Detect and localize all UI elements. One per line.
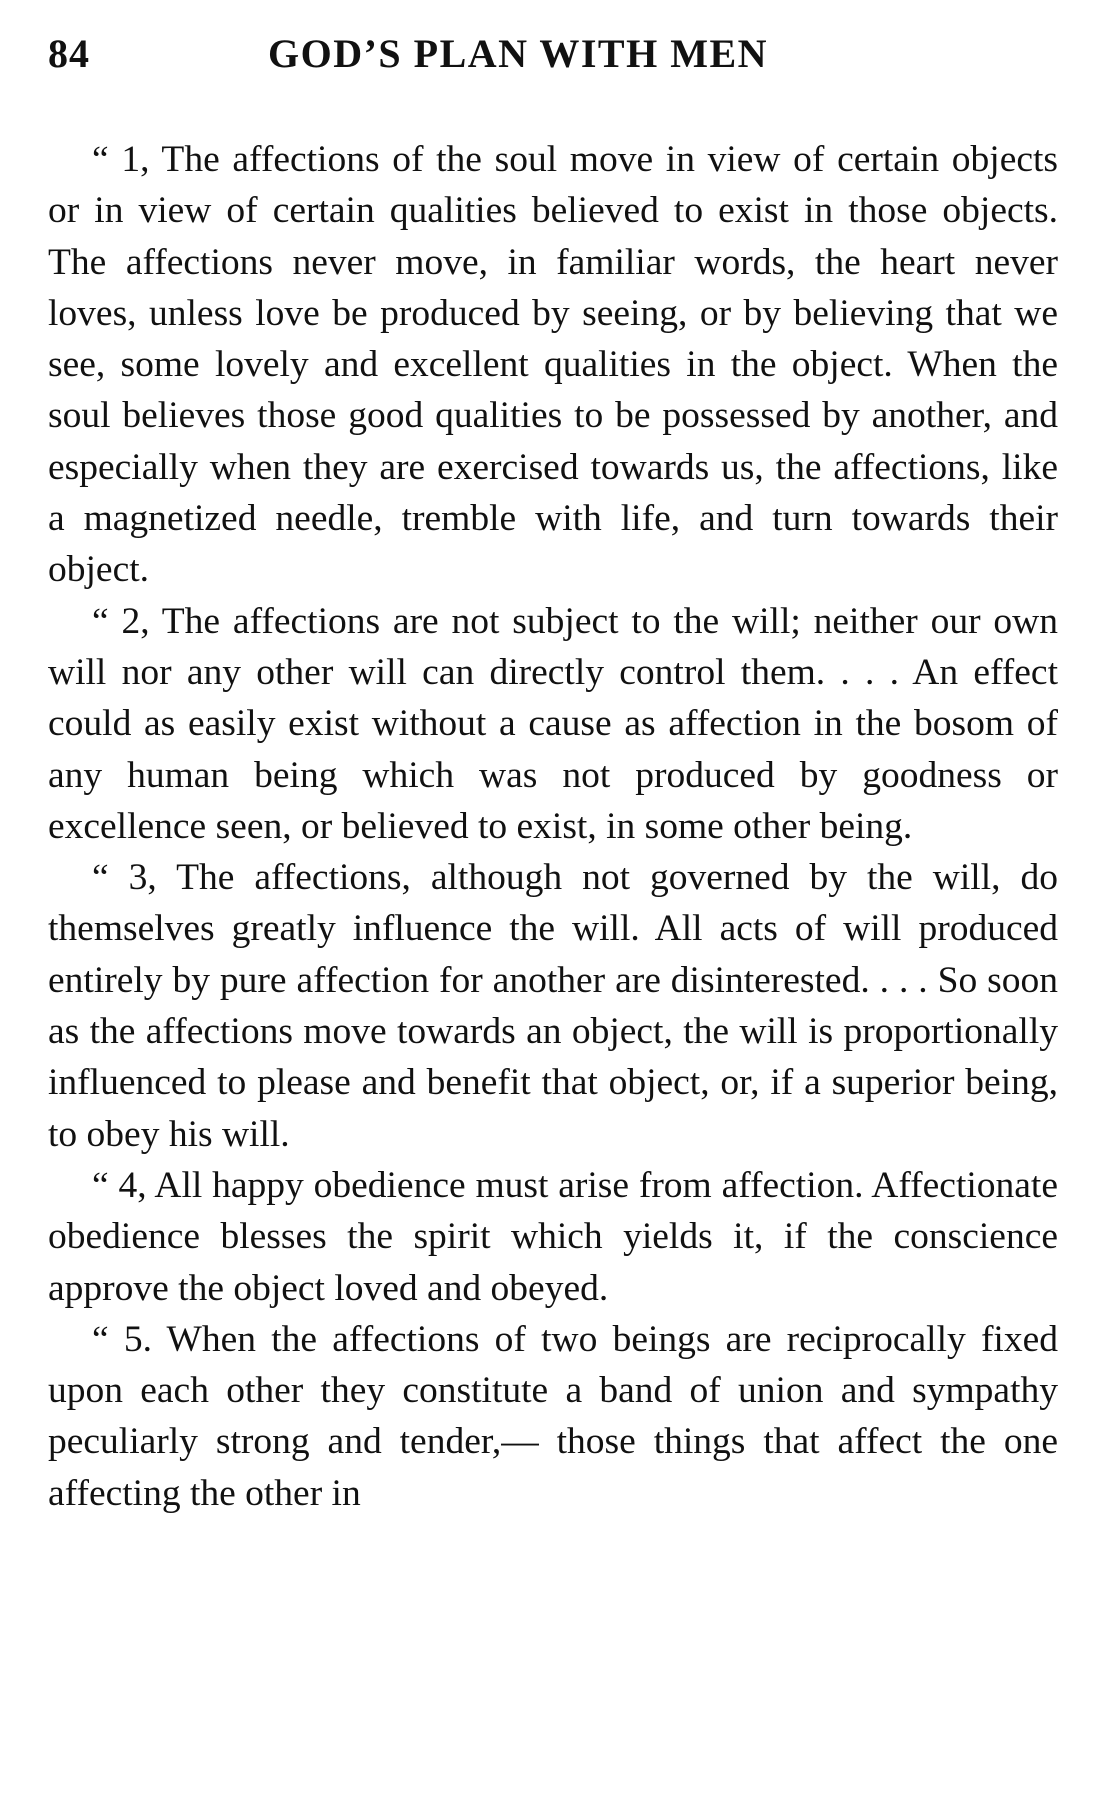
- paragraph-3: “ 3, The affections, although not governed by the will, do themselves greatly influence the will. All acts of will produced entirely by pure affection for another are disinterested. . . . So soon as the affections move towards an object, the will is proportionally influenced to please and benefit that object, or, if a superior being, to obey his will.: [48, 857, 1058, 1155]
- page-number: 84: [48, 31, 90, 76]
- paragraph-5: “ 5. When the affections of two beings are reciprocally fixed upon each other they constitute a band of union and sympathy peculiarly strong and tender,— those things that affect the one affecting the other in: [48, 1318, 1058, 1514]
- paragraph-4: “ 4, All happy obedience must arise from affection. Affectionate obedience blesses the spirit which yields it, if the conscience approve the object loved and obeyed.: [48, 1164, 1058, 1309]
- paragraph-1: “ 1, The affections of the soul move in view of certain objects or in view of certain qualities believed to exist in those objects. The affections never move, in familiar words, the heart never loves, unless love be produced by seeing, or by believing that we see, some lovely and excellent qualities in the object. When the soul believes those good qualities to be possessed by another, and especially when they are exercised towards us, the affections, like a magnetized needle, tremble with life, and turn towards their object.: [48, 139, 1058, 591]
- page-header: [48, 30, 1058, 90]
- book-page: [48, 30, 1058, 1519]
- paragraph-2: “ 2, The affections are not subject to the will; neither our own will nor any other will can directly control them. . . . An effect could as easily exist without a cause as affection in the bosom of any human being which was not produced by goodness or excellence seen, or believed to exist, in some other being.: [48, 600, 1058, 847]
- body-text: [48, 134, 1058, 1519]
- running-title: GOD’S PLAN WITH MEN: [268, 31, 769, 76]
